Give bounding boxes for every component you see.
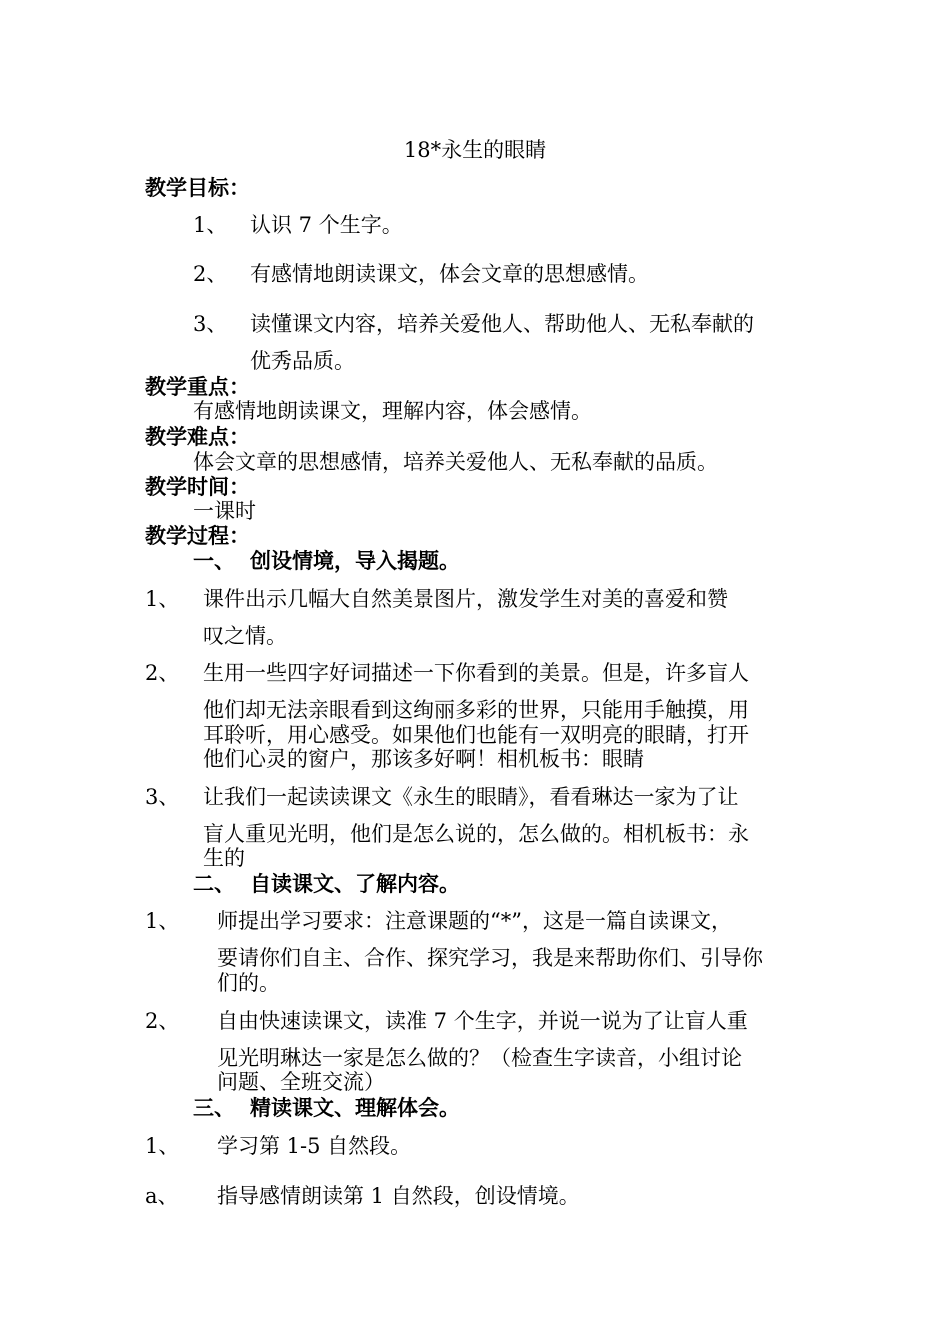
section-number: 三、 — [193, 1095, 235, 1120]
goal-text: 读懂课文内容，培养关爱他人、帮助他人、无私奉献的 — [250, 312, 754, 336]
step-text: 要请你们自主、合作、探究学习，我是来帮助你们、引导你 — [217, 946, 763, 970]
goal-text: 认识 7 个生字。 — [250, 213, 403, 237]
step-text: 叹之情。 — [203, 624, 287, 648]
process-heading: 教学过程： — [145, 523, 250, 548]
section-number: 二、 — [193, 871, 235, 896]
step-text: 指导感情朗读第 1 自然段，创设情境。 — [217, 1184, 580, 1208]
time-text: 一课时 — [193, 499, 256, 523]
step-text: 问题、全班交流） — [217, 1070, 385, 1094]
step-text: 他们心灵的窗户，那该多好啊！相机板书：眼睛 — [203, 747, 644, 771]
goal-number: 2、 — [193, 262, 228, 286]
step-number: 1、 — [145, 587, 180, 611]
step-number: 3、 — [145, 785, 180, 809]
time-heading: 教学时间： — [145, 474, 250, 499]
step-number: a、 — [145, 1184, 179, 1208]
step-text: 他们却无法亲眼看到这绚丽多彩的世界，只能用手触摸，用 — [203, 698, 749, 722]
key-point-heading: 教学重点： — [145, 374, 250, 399]
step-number: 1、 — [145, 1134, 180, 1158]
step-text: 耳聆听，用心感受。如果他们也能有一双明亮的眼睛，打开 — [203, 723, 749, 747]
step-text: 们的。 — [217, 971, 280, 995]
goal-number: 3、 — [193, 312, 228, 336]
goal-number: 1、 — [193, 213, 228, 237]
section-title: 创设情境，导入揭题。 — [250, 548, 460, 573]
step-text: 师提出学习要求：注意课题的“*”，这是一篇自读课文， — [217, 909, 732, 933]
goal-text: 有感情地朗读课文，体会文章的思想感情。 — [250, 262, 649, 286]
goals-heading: 教学目标： — [145, 175, 250, 200]
step-text: 生的 — [203, 846, 245, 870]
difficulty-heading: 教学难点： — [145, 424, 250, 449]
section-title: 精读课文、理解体会。 — [250, 1095, 460, 1120]
section-number: 一、 — [193, 548, 235, 573]
step-text: 课件出示几幅大自然美景图片，激发学生对美的喜爱和赞 — [203, 587, 728, 611]
step-number: 2、 — [145, 661, 180, 685]
section-title: 自读课文、了解内容。 — [250, 871, 460, 896]
goal-text: 优秀品质。 — [250, 349, 355, 373]
step-text: 见光明琳达一家是怎么做的？（检查生字读音，小组讨论 — [217, 1046, 742, 1070]
step-number: 1、 — [145, 909, 180, 933]
step-text: 让我们一起读读课文《永生的眼睛》，看看琳达一家为了让 — [203, 785, 739, 809]
difficulty-text: 体会文章的思想感情，培养关爱他人、无私奉献的品质。 — [193, 450, 718, 474]
step-text: 盲人重见光明，他们是怎么说的，怎么做的。相机板书：永 — [203, 822, 749, 846]
step-number: 2、 — [145, 1009, 180, 1033]
document-title: 18*永生的眼睛 — [403, 138, 547, 162]
key-point-text: 有感情地朗读课文，理解内容，体会感情。 — [193, 399, 592, 423]
step-text: 学习第 1-5 自然段。 — [217, 1134, 412, 1158]
step-text: 自由快速读课文，读准 7 个生字，并说一说为了让盲人重 — [217, 1009, 748, 1033]
step-text: 生用一些四字好词描述一下你看到的美景。但是，许多盲人 — [203, 661, 749, 685]
